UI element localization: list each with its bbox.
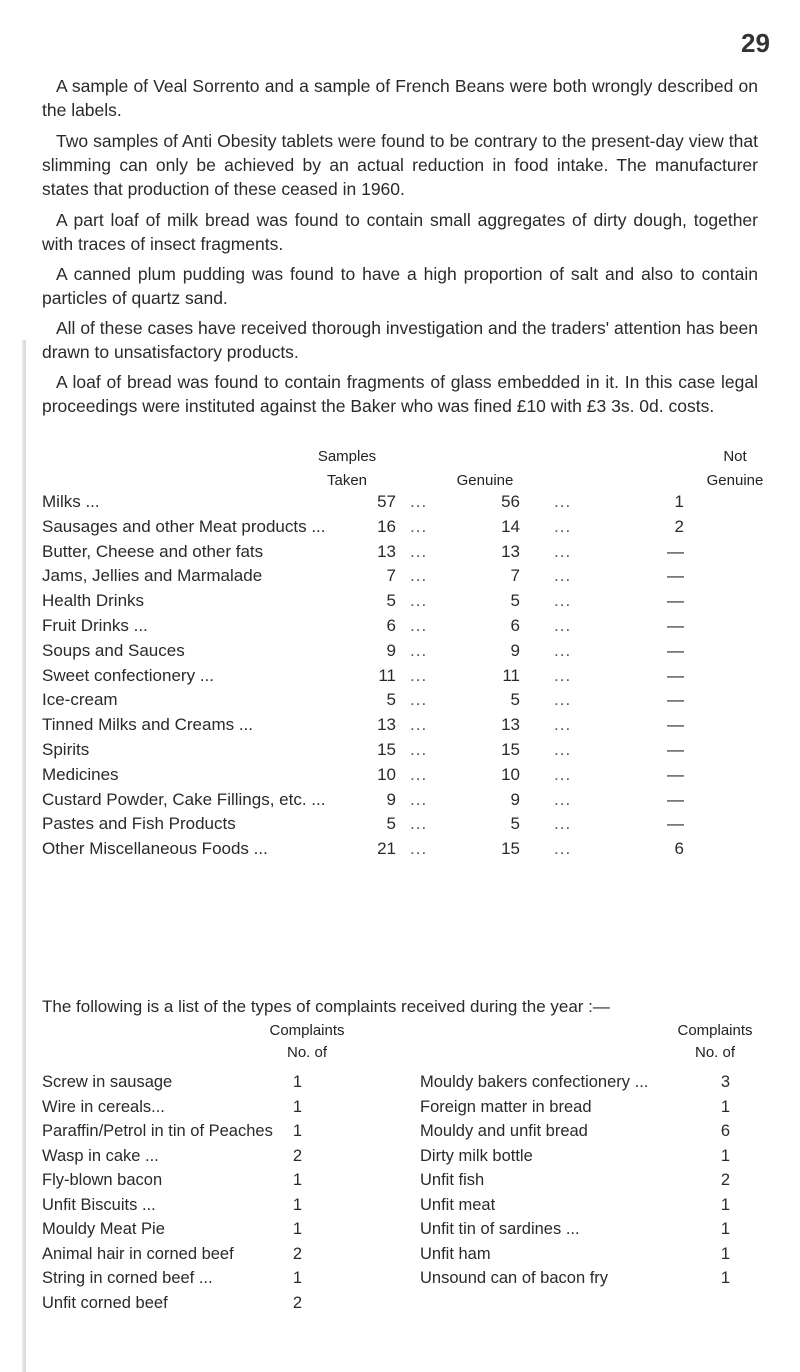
samples-taken-value: 5 (386, 814, 396, 834)
not-genuine-value: — (667, 541, 684, 561)
leader-dots: ... (554, 541, 572, 561)
complaint-type: Unfit tin of sardines ... (420, 1220, 580, 1238)
genuine-value: 14 (501, 516, 520, 536)
sample-category: Tinned Milks and Creams ... (42, 715, 253, 735)
complaint-count: 6 (720, 1122, 730, 1140)
header-not-genuine: Not Genuine (706, 448, 764, 489)
samples-taken-value: 5 (386, 591, 396, 611)
samples-taken-value: 13 (377, 541, 396, 561)
complaint-count: 1 (720, 1269, 730, 1287)
not-genuine-value: — (667, 789, 684, 809)
complaint-type: Unsound can of bacon fry (420, 1269, 609, 1287)
leader-dots: ... (410, 591, 428, 611)
complaint-item (42, 1217, 312, 1241)
sample-category: Sweet confectionery ... (42, 665, 214, 685)
page-number: 29 (741, 28, 770, 58)
complaint-type: Unfit fish (420, 1171, 485, 1189)
complaint-type: Wire in cereals... (42, 1097, 165, 1116)
leader-dots: ... (554, 492, 572, 511)
not-genuine-value: — (667, 690, 684, 710)
samples-taken-value: 5 (386, 690, 396, 710)
sample-category: Medicines (42, 764, 119, 784)
complaint-type: Unfit meat (420, 1195, 496, 1214)
complaint-item (420, 1070, 740, 1094)
complaint-item (420, 1266, 740, 1290)
genuine-value: 11 (502, 665, 520, 685)
leader-dots: ... (554, 591, 572, 611)
samples-taken-value: 6 (386, 616, 396, 635)
leader-dots: ... (410, 764, 428, 784)
complaint-item (42, 1168, 312, 1192)
sample-category: Fruit Drinks ... (42, 616, 148, 635)
leader-dots: ... (554, 616, 572, 635)
complaint-item (420, 1168, 740, 1192)
samples-table-row (42, 713, 782, 737)
complaint-count: 1 (720, 1097, 730, 1116)
complaint-type: Mouldy bakers confectionery ... (420, 1073, 649, 1091)
samples-table-row (42, 564, 782, 588)
leader-dots: ... (554, 690, 572, 710)
leader-dots: ... (410, 616, 428, 635)
complaint-count: 1 (292, 1195, 302, 1214)
leader-dots: ... (410, 740, 428, 759)
samples-table-row (42, 812, 782, 836)
samples-taken-value: 13 (377, 715, 396, 735)
complaint-count: 2 (292, 1244, 302, 1263)
complaint-item (420, 1217, 740, 1241)
genuine-value: 7 (510, 566, 520, 586)
complaint-count: 1 (292, 1073, 302, 1091)
paragraph-anti-obesity: Two samples of Anti Obesity tablets were found to be contrary to the present-day view that slimming can only be achieved by an actual reduction in food intake. The manufacturer states that production of these ceased in 1960. (42, 131, 758, 199)
complaint-item (42, 1266, 312, 1290)
not-genuine-value: 2 (674, 516, 684, 536)
leader-dots: ... (554, 566, 572, 586)
complaint-type: Unfit ham (420, 1244, 491, 1263)
page-binding-edge (22, 340, 26, 1372)
not-genuine-value: 6 (674, 839, 684, 859)
complaint-count: 2 (292, 1293, 302, 1312)
paragraph-plum-pudding: A canned plum pudding was found to have a high proportion of salt and also to contain particles of quartz sand. (42, 264, 758, 308)
samples-taken-value: 16 (377, 516, 396, 536)
paragraph-veal-sorrento: A sample of Veal Sorrento and a sample of French Beans were both wrongly described on the labels. (42, 76, 758, 120)
genuine-value: 13 (501, 541, 520, 561)
samples-table-row (42, 837, 782, 861)
genuine-value: 5 (510, 591, 520, 611)
leader-dots: ... (410, 690, 428, 710)
complaint-count: 1 (292, 1122, 302, 1140)
not-genuine-value: — (667, 715, 684, 735)
complaint-count: 1 (720, 1195, 730, 1214)
complaint-item (42, 1193, 312, 1217)
leader-dots: ... (410, 665, 428, 685)
leader-dots: ... (554, 640, 572, 660)
sample-category: Butter, Cheese and other fats (42, 541, 264, 561)
genuine-value: 10 (501, 764, 520, 784)
sample-category: Custard Powder, Cake Fillings, etc. ... (42, 789, 326, 809)
samples-table-row (42, 688, 782, 712)
samples-table-row (42, 788, 782, 812)
header-genuine: Genuine (456, 472, 514, 489)
complaint-item (420, 1095, 740, 1119)
genuine-value: 5 (510, 690, 520, 710)
genuine-value: 15 (501, 839, 520, 859)
not-genuine-value: 1 (674, 492, 684, 511)
samples-table-row (42, 490, 782, 514)
not-genuine-value: — (667, 764, 684, 784)
leader-dots: ... (410, 492, 428, 511)
sample-category: Health Drinks (42, 591, 145, 611)
sample-category: Soups and Sauces (42, 640, 185, 660)
samples-table-row (42, 738, 782, 762)
complaint-count: 2 (292, 1146, 302, 1165)
genuine-value: 6 (510, 616, 520, 635)
complaint-type: Foreign matter in bread (420, 1097, 592, 1116)
leader-dots: ... (554, 839, 572, 859)
sample-category: Sausages and other Meat products ... (42, 516, 326, 536)
complaint-type: Paraffin/Petrol in tin of Peaches (42, 1122, 273, 1140)
complaint-type: Dirty milk bottle (420, 1146, 533, 1165)
not-genuine-value: — (667, 566, 684, 586)
samples-table-row (42, 589, 782, 613)
samples-table-row (42, 763, 782, 787)
genuine-value: 9 (510, 789, 520, 809)
genuine-value: 15 (501, 740, 520, 759)
samples-taken-value: 57 (377, 492, 396, 511)
samples-table-row (42, 614, 782, 638)
complaint-item (42, 1144, 312, 1168)
leader-dots: ... (554, 715, 572, 735)
complaint-item (420, 1242, 740, 1266)
sample-category: Spirits (42, 740, 90, 759)
genuine-value: 56 (501, 492, 520, 511)
complaint-type: Animal hair in corned beef (42, 1244, 234, 1263)
genuine-value: 13 (501, 715, 520, 735)
samples-table-row (42, 664, 782, 688)
leader-dots: ... (410, 715, 428, 735)
leader-dots: ... (554, 789, 572, 809)
genuine-value: 5 (510, 814, 520, 834)
complaint-count: 1 (720, 1220, 730, 1238)
samples-taken-value: 15 (377, 740, 396, 759)
complaints-header-left: Complaints No. of (269, 1022, 345, 1061)
sample-category: Pastes and Fish Products (42, 814, 236, 834)
complaint-type: Wasp in cake ... (42, 1146, 159, 1165)
complaint-count: 1 (292, 1171, 302, 1189)
complaint-type: String in corned beef ... (42, 1269, 213, 1287)
complaint-item (420, 1119, 740, 1143)
complaint-type: Mouldy and unfit bread (420, 1122, 588, 1140)
complaint-type: Unfit Biscuits ... (42, 1195, 156, 1214)
complaint-type: Screw in sausage (42, 1073, 173, 1091)
complaints-intro: The following is a list of the types of complaints received during the year :— (42, 997, 610, 1016)
samples-table-row (42, 540, 782, 564)
complaint-count: 1 (720, 1146, 730, 1165)
complaint-count: 3 (720, 1073, 730, 1091)
complaint-count: 1 (292, 1097, 302, 1116)
samples-taken-value: 10 (377, 764, 396, 784)
complaint-item (42, 1119, 312, 1143)
leader-dots: ... (554, 740, 572, 759)
samples-table-row (42, 515, 782, 539)
not-genuine-value: — (667, 740, 684, 759)
complaint-item (42, 1095, 312, 1119)
leader-dots: ... (410, 566, 428, 586)
complaint-type: Fly-blown bacon (42, 1171, 163, 1189)
complaint-item (420, 1193, 740, 1217)
complaint-type: Mouldy Meat Pie (42, 1220, 165, 1238)
sample-category: Other Miscellaneous Foods ... (42, 839, 268, 859)
complaint-count: 1 (720, 1244, 730, 1263)
leader-dots: ... (410, 516, 428, 536)
complaint-item (42, 1070, 312, 1094)
samples-taken-value: 9 (386, 789, 396, 809)
complaint-item (42, 1242, 312, 1266)
leader-dots: ... (554, 814, 572, 834)
leader-dots: ... (410, 789, 428, 809)
paragraph-glass-in-bread: A loaf of bread was found to contain fragments of glass embedded in it. In this case legal proceedings were instituted against the Baker who was fined £10 with £3 3s. 0d. costs. (42, 372, 758, 416)
samples-taken-value: 7 (386, 566, 396, 586)
complaints-header-right: Complaints No. of (677, 1022, 753, 1061)
samples-taken-value: 11 (378, 665, 396, 685)
sample-category: Ice-cream (42, 690, 118, 710)
complaint-count: 1 (292, 1269, 302, 1287)
samples-taken-value: 21 (377, 839, 396, 859)
sample-category: Milks ... (42, 492, 100, 511)
not-genuine-value: — (667, 640, 684, 660)
complaint-count: 1 (292, 1220, 302, 1238)
not-genuine-value: — (667, 591, 684, 611)
leader-dots: ... (410, 814, 428, 834)
paragraph-investigation: All of these cases have received thorough investigation and the traders' attention has been drawn to unsatisfactory products. (42, 318, 758, 362)
not-genuine-value: — (667, 665, 684, 685)
leader-dots: ... (554, 665, 572, 685)
complaint-count: 2 (720, 1171, 730, 1189)
samples-taken-value: 9 (386, 640, 396, 660)
complaint-type: Unfit corned beef (42, 1293, 168, 1312)
leader-dots: ... (554, 516, 572, 536)
leader-dots: ... (410, 640, 428, 660)
header-samples-taken: Samples Taken (317, 448, 377, 489)
leader-dots: ... (554, 764, 572, 784)
not-genuine-value: — (667, 616, 684, 635)
paragraph-milk-bread: A part loaf of milk bread was found to contain small aggregates of dirty dough, together with traces of insect fragments. (42, 210, 758, 254)
not-genuine-value: — (667, 814, 684, 834)
leader-dots: ... (410, 839, 428, 859)
genuine-value: 9 (510, 640, 520, 660)
samples-table-row (42, 639, 782, 663)
leader-dots: ... (410, 541, 428, 561)
complaint-item (42, 1291, 312, 1315)
sample-category: Jams, Jellies and Marmalade (42, 566, 263, 586)
complaint-item (420, 1144, 740, 1168)
